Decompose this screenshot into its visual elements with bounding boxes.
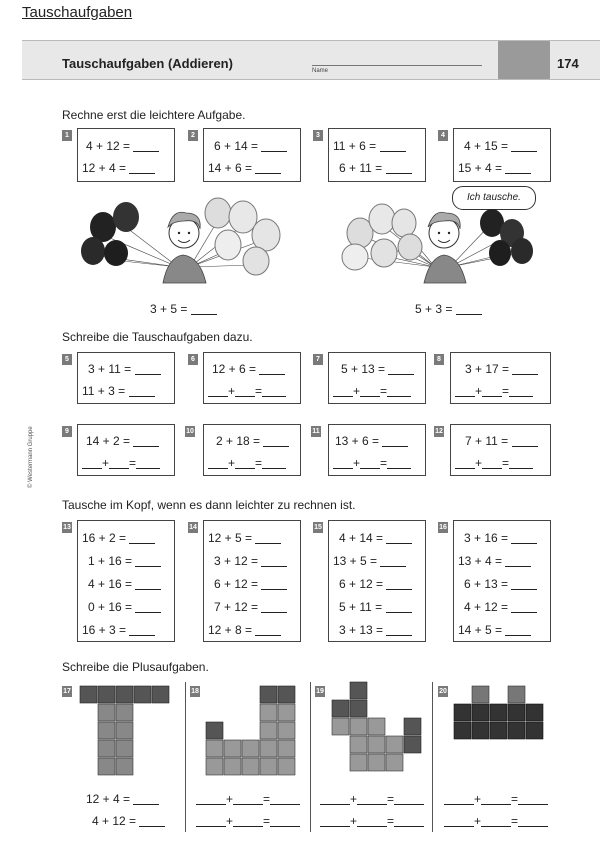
answer-blank[interactable] [139,815,165,827]
answer-blank[interactable] [388,363,414,375]
answer-blank[interactable] [380,555,406,567]
answer-blank[interactable] [505,555,531,567]
equation: 2 + 18 = [216,434,289,448]
task-number: 16 [439,524,447,531]
instruction-2: Schreibe die Tauschaufgaben dazu. [62,330,253,344]
copyright-note: © Westermann Gruppe [28,426,34,488]
equation: 16 + 3 = [82,623,155,637]
page-number: 174 [557,56,579,71]
equation: 6 + 14 = [214,139,287,153]
swap-equation-blank[interactable]: + = [444,814,548,828]
answer-blank[interactable] [511,601,537,613]
equation: 3 + 17 = [465,362,538,376]
answer-blank[interactable] [261,601,287,613]
answer-blank[interactable] [505,624,531,636]
task-number: 13 [63,524,71,531]
answer-blank[interactable] [135,601,161,613]
equation: 13 + 4 = [458,554,531,568]
task-box [203,424,301,476]
equation: 12 + 5 = [208,531,281,545]
equation: 11 + 3 = [82,384,155,398]
equation: 3 + 12 = [214,554,287,568]
task-number: 15 [314,524,322,531]
instruction-1: Rechne erst die leichtere Aufgabe. [62,108,246,122]
boy-with-balloons-illustration [340,195,550,285]
task-number: 2 [188,130,198,141]
task-number: 4 [438,130,448,141]
answer-blank[interactable] [261,555,287,567]
equation: 11 + 6 = [333,139,406,153]
equation: 12 + 4 = [82,161,155,175]
cube-figure-17 [78,684,178,784]
task-number: 5 [62,354,72,365]
swap-equation-blank[interactable]: + = [455,384,533,398]
column-divider [310,682,311,832]
task-number: 7 [313,354,323,365]
worksheet-header [22,40,600,80]
equation: 13 + 6 = [335,434,408,448]
equation: 7 + 11 = [465,434,538,448]
equation: 4 + 12 = [86,139,159,153]
answer-blank[interactable] [386,578,412,590]
task-box [77,520,175,642]
answer-blank[interactable] [380,140,406,152]
task-number: 19 [316,688,324,695]
answer-blank[interactable] [129,624,155,636]
answer-blank[interactable] [135,555,161,567]
swap-equation-blank[interactable]: + = [208,456,286,470]
cube-figure-20 [452,684,552,764]
task-number: 11 [312,428,320,435]
equation: 0 + 16 = [88,600,161,614]
answer-blank[interactable] [135,578,161,590]
equation: 12 + 6 = [212,362,285,376]
equation: 14 + 5 = [458,623,531,637]
answer-blank[interactable] [456,303,482,315]
answer-blank[interactable] [255,162,281,174]
speech-bubble: Ich tausche. [452,186,536,210]
task-number: 3 [313,130,323,141]
task-number: 14 [189,524,197,531]
answer-blank[interactable] [255,624,281,636]
task-number: 20 [439,688,447,695]
answer-blank[interactable] [133,793,159,805]
column-divider [185,682,186,832]
girl-with-balloons-illustration [78,195,288,285]
equation: 6 + 12 = [214,577,287,591]
answer-blank[interactable] [263,435,289,447]
answer-blank[interactable] [261,140,287,152]
answer-blank[interactable] [386,162,412,174]
task-box [328,128,426,182]
task-box [328,424,426,476]
equation: 5 + 11 = [339,600,412,614]
task-box [453,128,551,182]
equation: 4 + 12 = [92,814,165,828]
answer-blank[interactable] [512,363,538,375]
task-box [77,128,175,182]
equation: 4 + 15 = [464,139,537,153]
answer-blank[interactable] [191,303,217,315]
equation: 5 + 13 = [341,362,414,376]
task-box [453,520,551,642]
equation: 3 + 11 = [88,362,161,376]
swap-equation-blank[interactable]: + = [196,792,300,806]
task-number: 1 [62,130,72,141]
answer-blank[interactable] [255,532,281,544]
answer-blank[interactable] [511,532,537,544]
instruction-3: Tausche im Kopf, wenn es dann leichter zu rechnen ist. [62,498,356,512]
answer-blank[interactable] [261,578,287,590]
equation: 3 + 13 = [339,623,412,637]
task-box [450,352,551,404]
answer-blank[interactable] [386,601,412,613]
swap-equation-blank[interactable]: + = [82,456,160,470]
answer-blank[interactable] [133,140,159,152]
task-box [328,520,426,642]
equation: 6 + 11 = [339,161,412,175]
equation: 14 + 2 = [86,434,159,448]
task-number: 10 [186,428,194,435]
swap-equation-blank[interactable]: + = [455,456,533,470]
equation: 1 + 16 = [88,554,161,568]
answer-blank[interactable] [259,363,285,375]
task-number: 8 [434,354,444,365]
task-box [203,128,301,182]
equation: 14 + 6 = [208,161,281,175]
cube-figure-18 [204,684,304,784]
header-grey-block [498,41,550,79]
equation: 4 + 14 = [339,531,412,545]
task-box [328,352,426,404]
cube-figure-19 [330,680,430,784]
name-label: Name [312,68,329,74]
equation: 6 + 13 = [464,577,537,591]
answer-blank[interactable] [505,162,531,174]
equation: 12 + 8 = [208,623,281,637]
swap-equation-blank[interactable]: + = [320,792,424,806]
name-field[interactable] [312,65,482,66]
answer-blank[interactable] [511,578,537,590]
illustration-equation-left: 3 + 5 = [150,302,217,316]
swap-equation-blank[interactable]: + = [196,814,300,828]
equation: 12 + 4 = [86,792,159,806]
equation: 4 + 12 = [464,600,537,614]
instruction-4: Schreibe die Plusaufgaben. [62,660,209,674]
task-box [77,424,175,476]
equation: 16 + 2 = [82,531,155,545]
equation: 15 + 4 = [458,161,531,175]
worksheet-title: Tauschaufgaben (Addieren) [62,56,233,71]
page-title: Tauschaufgaben [22,4,133,21]
answer-blank[interactable] [512,435,538,447]
swap-equation-blank[interactable]: + = [208,384,286,398]
swap-equation-blank[interactable]: + = [320,814,424,828]
answer-blank[interactable] [129,162,155,174]
equation: 4 + 16 = [88,577,161,591]
answer-blank[interactable] [511,140,537,152]
equation: 13 + 5 = [333,554,406,568]
answer-blank[interactable] [382,435,408,447]
answer-blank[interactable] [129,532,155,544]
answer-blank[interactable] [135,363,161,375]
equation: 6 + 12 = [339,577,412,591]
task-number: 18 [191,688,199,695]
task-number: 12 [435,428,443,435]
swap-equation-blank[interactable]: + = [333,384,411,398]
task-number: 17 [63,688,71,695]
equation: 7 + 12 = [214,600,287,614]
task-number: 9 [62,426,72,437]
swap-equation-blank[interactable]: + = [333,456,411,470]
answer-blank[interactable] [386,532,412,544]
task-number: 6 [188,354,198,365]
column-divider [432,682,433,832]
equation: 3 + 16 = [464,531,537,545]
answer-blank[interactable] [129,385,155,397]
illustration-equation-right: 5 + 3 = [415,302,482,316]
swap-equation-blank[interactable]: + = [444,792,548,806]
answer-blank[interactable] [386,624,412,636]
task-box [450,424,551,476]
task-box [77,352,175,404]
answer-blank[interactable] [133,435,159,447]
task-box [203,520,301,642]
task-box [203,352,301,404]
